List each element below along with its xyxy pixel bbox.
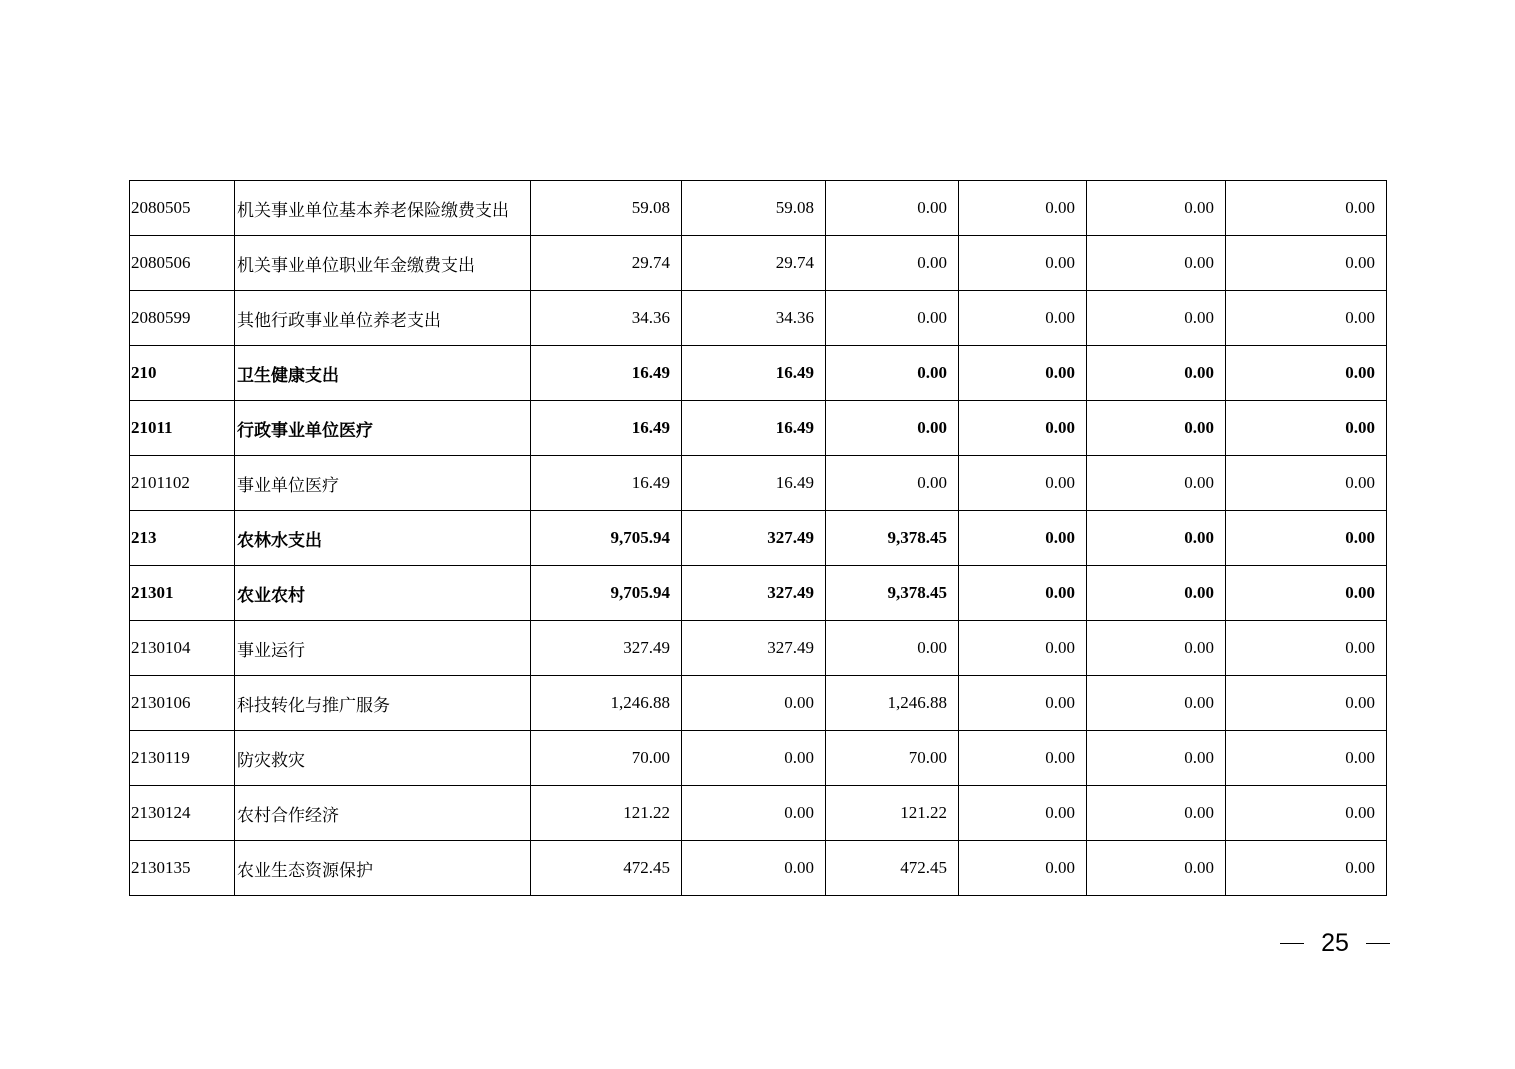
amount-cell: 0.00 (1226, 401, 1387, 456)
left-dash (1280, 943, 1304, 944)
amount-cell: 0.00 (682, 731, 826, 786)
amount-cell: 0.00 (826, 181, 959, 236)
amount-cell: 59.08 (682, 181, 826, 236)
amount-cell: 16.49 (531, 401, 682, 456)
amount-cell: 0.00 (1087, 181, 1226, 236)
amount-cell: 327.49 (682, 566, 826, 621)
amount-cell: 1,246.88 (826, 676, 959, 731)
amount-cell: 0.00 (826, 346, 959, 401)
amount-cell: 9,378.45 (826, 566, 959, 621)
amount-cell: 0.00 (1226, 841, 1387, 896)
account-name-cell: 农业农村 (235, 566, 531, 621)
account-name-cell: 机关事业单位基本养老保险缴费支出 (235, 181, 531, 236)
table-row (130, 786, 1387, 841)
table-row (130, 621, 1387, 676)
amount-cell: 0.00 (959, 731, 1087, 786)
amount-cell: 16.49 (531, 346, 682, 401)
amount-cell: 9,378.45 (826, 511, 959, 566)
table-row (130, 676, 1387, 731)
account-name-cell: 行政事业单位医疗 (235, 401, 531, 456)
amount-cell: 0.00 (1087, 401, 1226, 456)
account-name-cell: 农村合作经济 (235, 786, 531, 841)
amount-cell: 16.49 (682, 401, 826, 456)
table-row (130, 401, 1387, 456)
account-code-cell: 2130119 (130, 731, 235, 786)
amount-cell: 0.00 (959, 181, 1087, 236)
account-name-cell: 事业运行 (235, 621, 531, 676)
account-code-cell: 2080599 (130, 291, 235, 346)
table-row (130, 731, 1387, 786)
amount-cell: 0.00 (1087, 346, 1226, 401)
amount-cell: 0.00 (1226, 566, 1387, 621)
amount-cell: 0.00 (1226, 511, 1387, 566)
amount-cell: 34.36 (682, 291, 826, 346)
amount-cell: 34.36 (531, 291, 682, 346)
table-row (130, 511, 1387, 566)
amount-cell: 0.00 (959, 841, 1087, 896)
amount-cell: 0.00 (959, 236, 1087, 291)
amount-cell: 16.49 (682, 346, 826, 401)
amount-cell: 0.00 (959, 401, 1087, 456)
amount-cell: 0.00 (959, 621, 1087, 676)
amount-cell: 0.00 (1226, 621, 1387, 676)
account-code-cell: 2130104 (130, 621, 235, 676)
amount-cell: 0.00 (959, 456, 1087, 511)
amount-cell: 0.00 (959, 346, 1087, 401)
amount-cell: 1,246.88 (531, 676, 682, 731)
amount-cell: 0.00 (1226, 236, 1387, 291)
table-row (130, 181, 1387, 236)
amount-cell: 70.00 (531, 731, 682, 786)
account-code-cell: 2080505 (130, 181, 235, 236)
amount-cell: 121.22 (531, 786, 682, 841)
amount-cell: 0.00 (826, 291, 959, 346)
table-row (130, 456, 1387, 511)
account-code-cell: 21011 (130, 401, 235, 456)
account-code-cell: 2130106 (130, 676, 235, 731)
page-footer (1280, 926, 1390, 960)
amount-cell: 0.00 (1226, 456, 1387, 511)
amount-cell: 0.00 (826, 456, 959, 511)
table-row (130, 346, 1387, 401)
amount-cell: 0.00 (959, 511, 1087, 566)
account-code-cell: 213 (130, 511, 235, 566)
account-name-cell: 防灾救灾 (235, 731, 531, 786)
amount-cell: 29.74 (682, 236, 826, 291)
amount-cell: 0.00 (1087, 291, 1226, 346)
amount-cell: 0.00 (1087, 511, 1226, 566)
account-name-cell: 科技转化与推广服务 (235, 676, 531, 731)
table-row (130, 841, 1387, 896)
account-code-cell: 210 (130, 346, 235, 401)
table-row (130, 291, 1387, 346)
table-body (130, 181, 1387, 896)
amount-cell: 0.00 (1087, 236, 1226, 291)
amount-cell: 0.00 (1226, 181, 1387, 236)
amount-cell: 0.00 (959, 566, 1087, 621)
amount-cell: 0.00 (826, 236, 959, 291)
page-number: 25 (1321, 928, 1349, 957)
amount-cell: 327.49 (682, 511, 826, 566)
account-code-cell: 2080506 (130, 236, 235, 291)
amount-cell: 472.45 (826, 841, 959, 896)
amount-cell: 0.00 (959, 786, 1087, 841)
amount-cell: 327.49 (682, 621, 826, 676)
amount-cell: 0.00 (1087, 786, 1226, 841)
amount-cell: 0.00 (1087, 841, 1226, 896)
amount-cell: 0.00 (1226, 291, 1387, 346)
amount-cell: 0.00 (1087, 621, 1226, 676)
amount-cell: 472.45 (531, 841, 682, 896)
account-name-cell: 农业生态资源保护 (235, 841, 531, 896)
amount-cell: 121.22 (826, 786, 959, 841)
amount-cell: 29.74 (531, 236, 682, 291)
amount-cell: 0.00 (682, 841, 826, 896)
amount-cell: 59.08 (531, 181, 682, 236)
amount-cell: 0.00 (1226, 676, 1387, 731)
amount-cell: 9,705.94 (531, 566, 682, 621)
amount-cell: 70.00 (826, 731, 959, 786)
account-name-cell: 机关事业单位职业年金缴费支出 (235, 236, 531, 291)
budget-table (129, 180, 1387, 896)
amount-cell: 9,705.94 (531, 511, 682, 566)
amount-cell: 0.00 (1087, 566, 1226, 621)
right-dash (1366, 943, 1390, 944)
amount-cell: 0.00 (959, 676, 1087, 731)
amount-cell: 0.00 (1087, 731, 1226, 786)
table-row (130, 236, 1387, 291)
account-name-cell: 卫生健康支出 (235, 346, 531, 401)
amount-cell: 0.00 (959, 291, 1087, 346)
account-name-cell: 事业单位医疗 (235, 456, 531, 511)
account-name-cell: 农林水支出 (235, 511, 531, 566)
table-row (130, 566, 1387, 621)
amount-cell: 0.00 (682, 786, 826, 841)
amount-cell: 0.00 (1226, 346, 1387, 401)
amount-cell: 0.00 (1087, 456, 1226, 511)
account-code-cell: 2130135 (130, 841, 235, 896)
amount-cell: 0.00 (1087, 676, 1226, 731)
amount-cell: 0.00 (1226, 731, 1387, 786)
amount-cell: 16.49 (682, 456, 826, 511)
amount-cell: 0.00 (1226, 786, 1387, 841)
account-code-cell: 21301 (130, 566, 235, 621)
account-name-cell: 其他行政事业单位养老支出 (235, 291, 531, 346)
amount-cell: 0.00 (826, 401, 959, 456)
account-code-cell: 2101102 (130, 456, 235, 511)
amount-cell: 0.00 (682, 676, 826, 731)
amount-cell: 327.49 (531, 621, 682, 676)
account-code-cell: 2130124 (130, 786, 235, 841)
amount-cell: 0.00 (826, 621, 959, 676)
amount-cell: 16.49 (531, 456, 682, 511)
